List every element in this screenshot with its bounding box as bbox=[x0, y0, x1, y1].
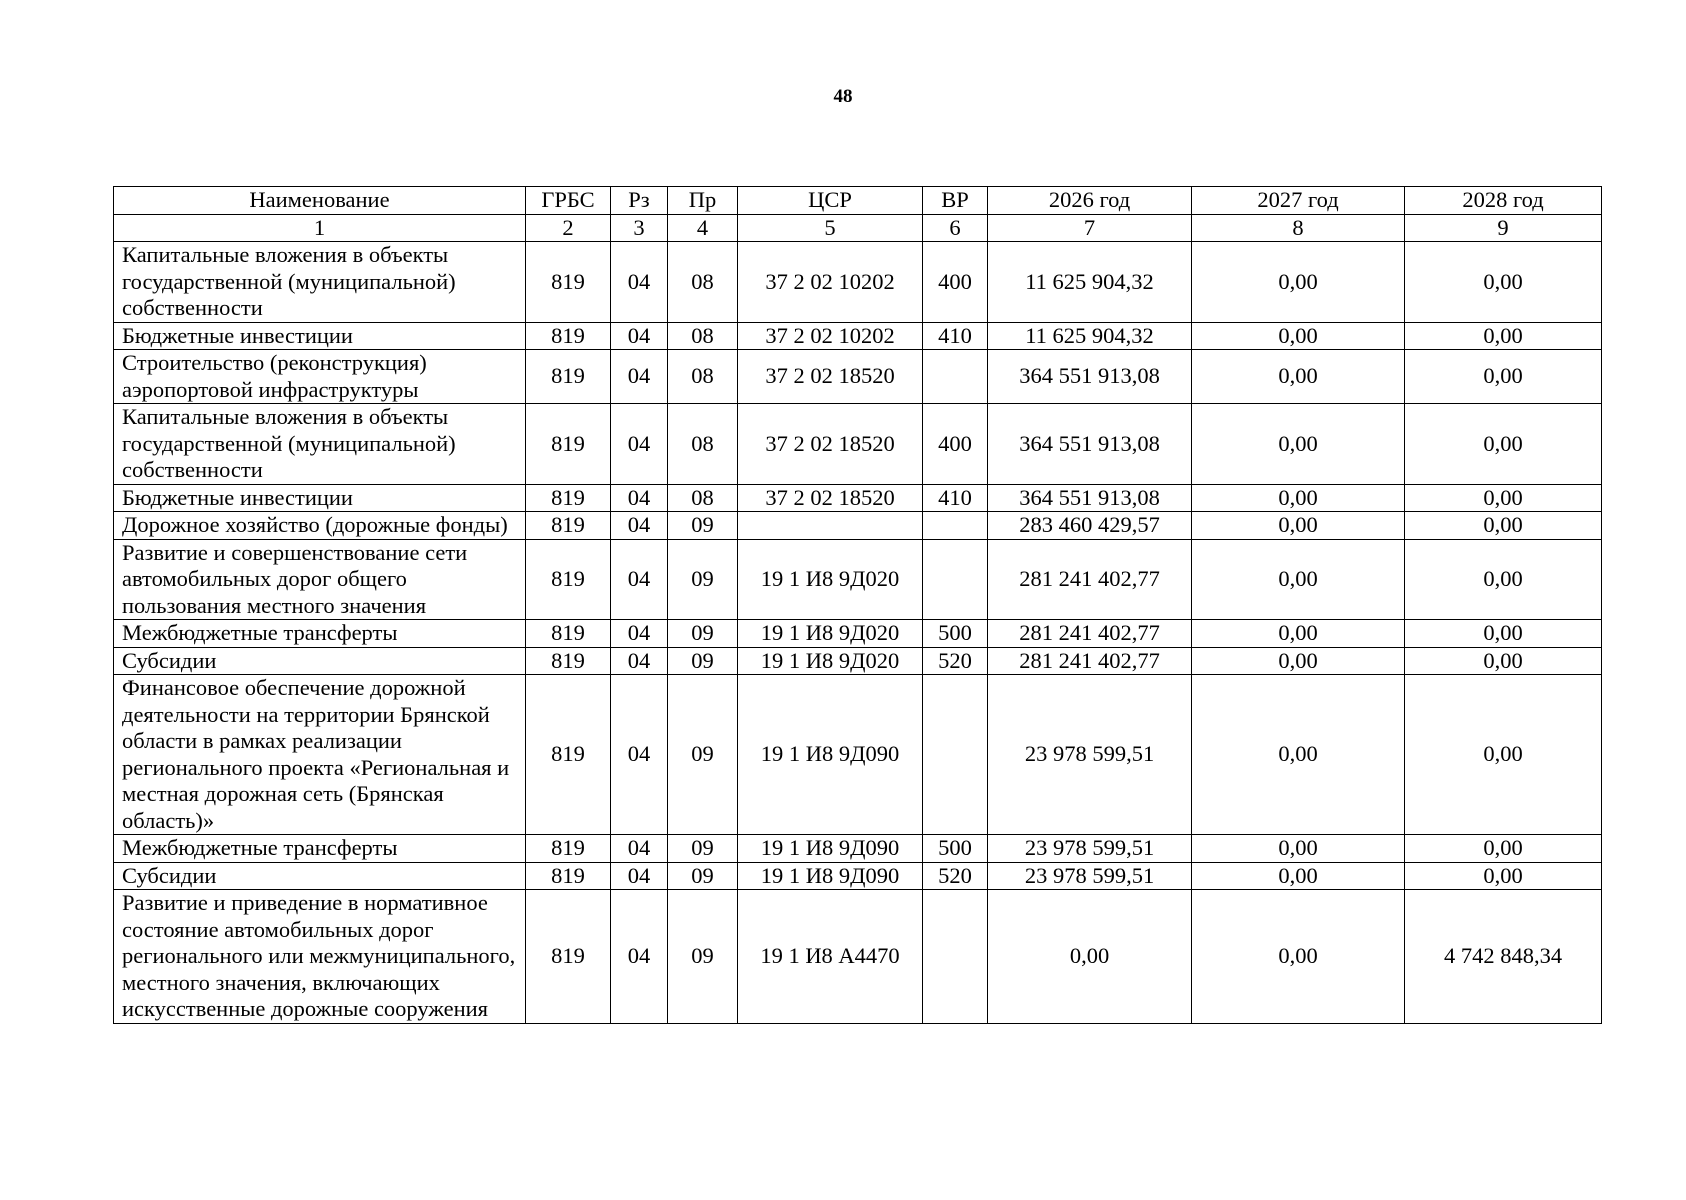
column-number-row bbox=[114, 214, 1602, 242]
cell-2027: 0,00 bbox=[1192, 835, 1405, 863]
cell-2027: 0,00 bbox=[1192, 890, 1405, 1024]
cell-vr bbox=[923, 350, 988, 404]
table-row bbox=[114, 862, 1602, 890]
header-2026: 2026 год bbox=[988, 187, 1192, 215]
cell-grbs: 819 bbox=[526, 322, 611, 350]
cell-rz: 04 bbox=[611, 539, 668, 620]
cell-vr bbox=[923, 539, 988, 620]
cell-pr: 09 bbox=[668, 675, 738, 835]
table-row bbox=[114, 484, 1602, 512]
cell-2026: 23 978 599,51 bbox=[988, 675, 1192, 835]
table-row bbox=[114, 539, 1602, 620]
cell-2027: 0,00 bbox=[1192, 647, 1405, 675]
cell-grbs: 819 bbox=[526, 890, 611, 1024]
cell-grbs: 819 bbox=[526, 484, 611, 512]
cell-name: Субсидии bbox=[114, 647, 526, 675]
table-row bbox=[114, 675, 1602, 835]
table-row bbox=[114, 647, 1602, 675]
cell-vr bbox=[923, 512, 988, 540]
cell-name: Капитальные вложения в объекты государственной (муниципальной) собственности bbox=[114, 404, 526, 485]
cell-grbs: 819 bbox=[526, 620, 611, 648]
cell-rz: 04 bbox=[611, 890, 668, 1024]
header-name: Наименование bbox=[114, 187, 526, 215]
cell-2026: 283 460 429,57 bbox=[988, 512, 1192, 540]
cell-rz: 04 bbox=[611, 350, 668, 404]
table-row bbox=[114, 620, 1602, 648]
cell-2026: 281 241 402,77 bbox=[988, 647, 1192, 675]
table-row bbox=[114, 835, 1602, 863]
cell-2027: 0,00 bbox=[1192, 350, 1405, 404]
table-row bbox=[114, 322, 1602, 350]
cell-2026: 281 241 402,77 bbox=[988, 620, 1192, 648]
cell-rz: 04 bbox=[611, 242, 668, 323]
cell-2027: 0,00 bbox=[1192, 620, 1405, 648]
cell-pr: 09 bbox=[668, 890, 738, 1024]
cell-csr: 37 2 02 10202 bbox=[738, 242, 923, 323]
cell-grbs: 819 bbox=[526, 404, 611, 485]
cell-2028: 0,00 bbox=[1405, 862, 1602, 890]
header-row bbox=[114, 187, 1602, 215]
table-row bbox=[114, 890, 1602, 1024]
cell-grbs: 819 bbox=[526, 539, 611, 620]
cell-vr: 410 bbox=[923, 322, 988, 350]
cell-rz: 04 bbox=[611, 647, 668, 675]
cell-rz: 04 bbox=[611, 675, 668, 835]
table-row bbox=[114, 350, 1602, 404]
cell-rz: 04 bbox=[611, 835, 668, 863]
cell-pr: 08 bbox=[668, 404, 738, 485]
header-2028: 2028 год bbox=[1405, 187, 1602, 215]
cell-csr: 19 1 И8 9Д020 bbox=[738, 620, 923, 648]
cell-name: Развитие и приведение в нормативное состояние автомобильных дорог регионального или межмуниципального, местного значения, включающих искусственные дорожные сооружения bbox=[114, 890, 526, 1024]
cell-name: Развитие и совершенствование сети автомобильных дорог общего пользования местного значения bbox=[114, 539, 526, 620]
cell-2026: 364 551 913,08 bbox=[988, 350, 1192, 404]
cell-vr: 520 bbox=[923, 862, 988, 890]
cell-name: Бюджетные инвестиции bbox=[114, 484, 526, 512]
cell-rz: 04 bbox=[611, 322, 668, 350]
cell-pr: 08 bbox=[668, 322, 738, 350]
cell-2027: 0,00 bbox=[1192, 862, 1405, 890]
cell-name: Межбюджетные трансферты bbox=[114, 835, 526, 863]
cell-pr: 09 bbox=[668, 835, 738, 863]
cell-vr: 410 bbox=[923, 484, 988, 512]
cell-pr: 09 bbox=[668, 539, 738, 620]
cell-2028: 0,00 bbox=[1405, 835, 1602, 863]
cell-2028: 0,00 bbox=[1405, 322, 1602, 350]
cell-name: Бюджетные инвестиции bbox=[114, 322, 526, 350]
cell-grbs: 819 bbox=[526, 350, 611, 404]
cell-2028: 4 742 848,34 bbox=[1405, 890, 1602, 1024]
cell-name: Финансовое обеспечение дорожной деятельности на территории Брянской области в рамках реализации регионального проекта «Региональная и местная дорожная сеть (Брянская область)» bbox=[114, 675, 526, 835]
cell-2026: 281 241 402,77 bbox=[988, 539, 1192, 620]
cell-2028: 0,00 bbox=[1405, 620, 1602, 648]
table-row bbox=[114, 512, 1602, 540]
cell-rz: 04 bbox=[611, 512, 668, 540]
cell-2028: 0,00 bbox=[1405, 484, 1602, 512]
cell-pr: 08 bbox=[668, 484, 738, 512]
cell-rz: 04 bbox=[611, 484, 668, 512]
column-number: 2 bbox=[526, 214, 611, 242]
cell-2027: 0,00 bbox=[1192, 675, 1405, 835]
cell-vr: 520 bbox=[923, 647, 988, 675]
cell-pr: 09 bbox=[668, 862, 738, 890]
header-grbs: ГРБС bbox=[526, 187, 611, 215]
cell-2028: 0,00 bbox=[1405, 512, 1602, 540]
cell-2027: 0,00 bbox=[1192, 322, 1405, 350]
cell-2026: 23 978 599,51 bbox=[988, 835, 1192, 863]
cell-pr: 08 bbox=[668, 242, 738, 323]
cell-csr: 19 1 И8 А4470 bbox=[738, 890, 923, 1024]
cell-csr: 19 1 И8 9Д020 bbox=[738, 539, 923, 620]
cell-2027: 0,00 bbox=[1192, 484, 1405, 512]
column-number: 4 bbox=[668, 214, 738, 242]
cell-2027: 0,00 bbox=[1192, 512, 1405, 540]
cell-vr bbox=[923, 890, 988, 1024]
column-number: 8 bbox=[1192, 214, 1405, 242]
cell-vr bbox=[923, 675, 988, 835]
cell-2028: 0,00 bbox=[1405, 404, 1602, 485]
cell-2026: 11 625 904,32 bbox=[988, 242, 1192, 323]
cell-csr: 37 2 02 10202 bbox=[738, 322, 923, 350]
cell-vr: 500 bbox=[923, 835, 988, 863]
cell-grbs: 819 bbox=[526, 835, 611, 863]
cell-csr: 19 1 И8 9Д090 bbox=[738, 835, 923, 863]
cell-2028: 0,00 bbox=[1405, 242, 1602, 323]
cell-pr: 08 bbox=[668, 350, 738, 404]
cell-grbs: 819 bbox=[526, 862, 611, 890]
budget-table bbox=[113, 186, 1602, 1024]
cell-2026: 23 978 599,51 bbox=[988, 862, 1192, 890]
cell-pr: 09 bbox=[668, 620, 738, 648]
cell-2026: 364 551 913,08 bbox=[988, 484, 1192, 512]
cell-csr: 19 1 И8 9Д020 bbox=[738, 647, 923, 675]
header-vr: ВР bbox=[923, 187, 988, 215]
cell-csr: 19 1 И8 9Д090 bbox=[738, 675, 923, 835]
cell-rz: 04 bbox=[611, 404, 668, 485]
page-number: 48 bbox=[833, 86, 853, 107]
cell-2026: 364 551 913,08 bbox=[988, 404, 1192, 485]
table-row bbox=[114, 242, 1602, 323]
cell-name: Дорожное хозяйство (дорожные фонды) bbox=[114, 512, 526, 540]
cell-2026: 11 625 904,32 bbox=[988, 322, 1192, 350]
cell-name: Капитальные вложения в объекты государственной (муниципальной) собственности bbox=[114, 242, 526, 323]
column-number: 6 bbox=[923, 214, 988, 242]
cell-vr: 500 bbox=[923, 620, 988, 648]
cell-2028: 0,00 bbox=[1405, 675, 1602, 835]
cell-csr: 37 2 02 18520 bbox=[738, 350, 923, 404]
cell-2026: 0,00 bbox=[988, 890, 1192, 1024]
cell-2027: 0,00 bbox=[1192, 242, 1405, 323]
table-body bbox=[114, 214, 1602, 1023]
cell-2027: 0,00 bbox=[1192, 404, 1405, 485]
cell-name: Межбюджетные трансферты bbox=[114, 620, 526, 648]
header-2027: 2027 год bbox=[1192, 187, 1405, 215]
cell-grbs: 819 bbox=[526, 647, 611, 675]
cell-2028: 0,00 bbox=[1405, 539, 1602, 620]
column-number: 5 bbox=[738, 214, 923, 242]
cell-pr: 09 bbox=[668, 647, 738, 675]
cell-grbs: 819 bbox=[526, 512, 611, 540]
cell-vr: 400 bbox=[923, 242, 988, 323]
cell-grbs: 819 bbox=[526, 675, 611, 835]
cell-rz: 04 bbox=[611, 862, 668, 890]
cell-csr: 37 2 02 18520 bbox=[738, 484, 923, 512]
cell-2028: 0,00 bbox=[1405, 350, 1602, 404]
cell-csr: 37 2 02 18520 bbox=[738, 404, 923, 485]
cell-name: Субсидии bbox=[114, 862, 526, 890]
header-rz: Рз bbox=[611, 187, 668, 215]
column-number: 3 bbox=[611, 214, 668, 242]
column-number: 1 bbox=[114, 214, 526, 242]
cell-2027: 0,00 bbox=[1192, 539, 1405, 620]
cell-2028: 0,00 bbox=[1405, 647, 1602, 675]
cell-pr: 09 bbox=[668, 512, 738, 540]
cell-name: Строительство (реконструкция) аэропортовой инфраструктуры bbox=[114, 350, 526, 404]
table-row bbox=[114, 404, 1602, 485]
cell-csr: 19 1 И8 9Д090 bbox=[738, 862, 923, 890]
cell-rz: 04 bbox=[611, 620, 668, 648]
header-pr: Пр bbox=[668, 187, 738, 215]
cell-grbs: 819 bbox=[526, 242, 611, 323]
header-csr: ЦСР bbox=[738, 187, 923, 215]
cell-vr: 400 bbox=[923, 404, 988, 485]
column-number: 9 bbox=[1405, 214, 1602, 242]
column-number: 7 bbox=[988, 214, 1192, 242]
cell-csr bbox=[738, 512, 923, 540]
